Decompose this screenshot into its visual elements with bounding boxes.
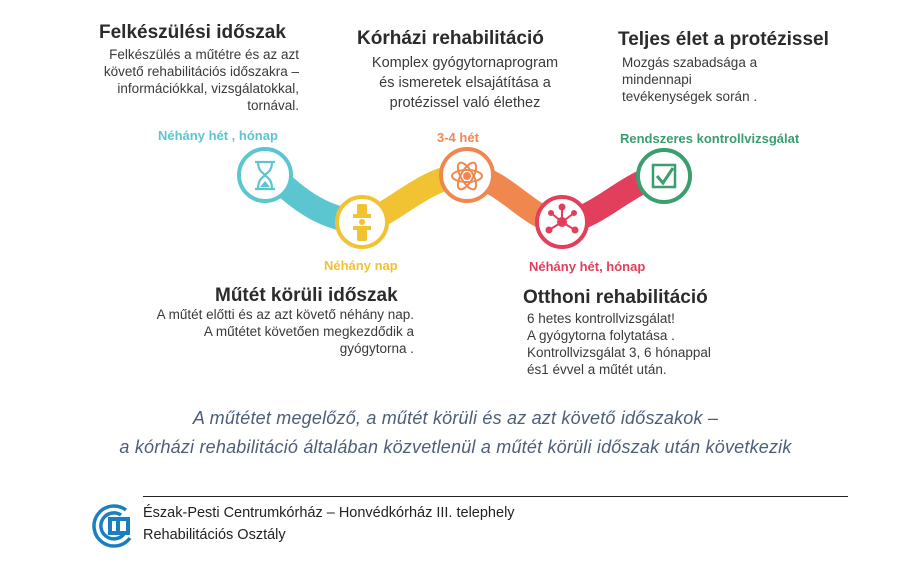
node-preop <box>239 149 291 201</box>
stage-title-hospital: Kórházi rehabilitáció <box>357 28 544 49</box>
stage-desc-preop: Felkészülés a műtétre és az azt követő rehabilitációs időszakra – információkkal, vizsgálatokkal, tornával. <box>103 47 299 113</box>
stage-desc-home: 6 hetes kontrollvizsgálat! A gyógytorna folytatása . Kontrollvizsgálat 3, 6 hónappal és1 évvel a műtét után. <box>527 311 711 377</box>
footer-hospital-name: Észak-Pesti Centrumkórház – Honvédkórház III. telephely <box>143 505 515 521</box>
footer-department: Rehabilitációs Osztály <box>143 527 286 543</box>
stage-duration-hospital: 3-4 hét <box>437 130 479 145</box>
stage-duration-home: Néhány hét, hónap <box>529 259 646 274</box>
stage-title-preop: Felkészülési időszak <box>99 22 286 43</box>
node-life <box>638 150 690 202</box>
caption-line-1: A műtétet megelőző, a műtét körüli és az azt követő időszakok – <box>192 408 719 428</box>
footer-divider <box>143 496 848 497</box>
stage-duration-preop: Néhány hét , hónap <box>158 128 278 143</box>
node-home <box>537 197 587 247</box>
caption-line-2: a kórházi rehabilitáció általában közvetlenül a műtét körüli időszak után következik <box>119 437 792 457</box>
stage-desc-periop: A műtét előtti és az azt követő néhány nap. A műtétet követően megkezdődik a gyógytorna . <box>156 307 414 356</box>
node-periop <box>337 197 387 247</box>
stage-desc-life: Mozgás szabadsága a mindennapi tevékenységek során . <box>622 55 758 104</box>
stage-title-periop: Műtét körüli időszak <box>215 285 398 306</box>
stage-desc-hospital: Komplex gyógytornaprogram és ismeretek elsajátítása a protézissel való élethez <box>371 55 559 111</box>
stage-duration-life: Rendszeres kontrollvizsgálat <box>620 131 800 146</box>
node-hospital <box>441 149 493 201</box>
stage-duration-periop: Néhány nap <box>324 258 398 273</box>
stage-title-home: Otthoni rehabilitáció <box>523 287 708 308</box>
hospital-logo <box>86 500 138 552</box>
stage-title-life: Teljes élet a protézissel <box>618 29 829 50</box>
